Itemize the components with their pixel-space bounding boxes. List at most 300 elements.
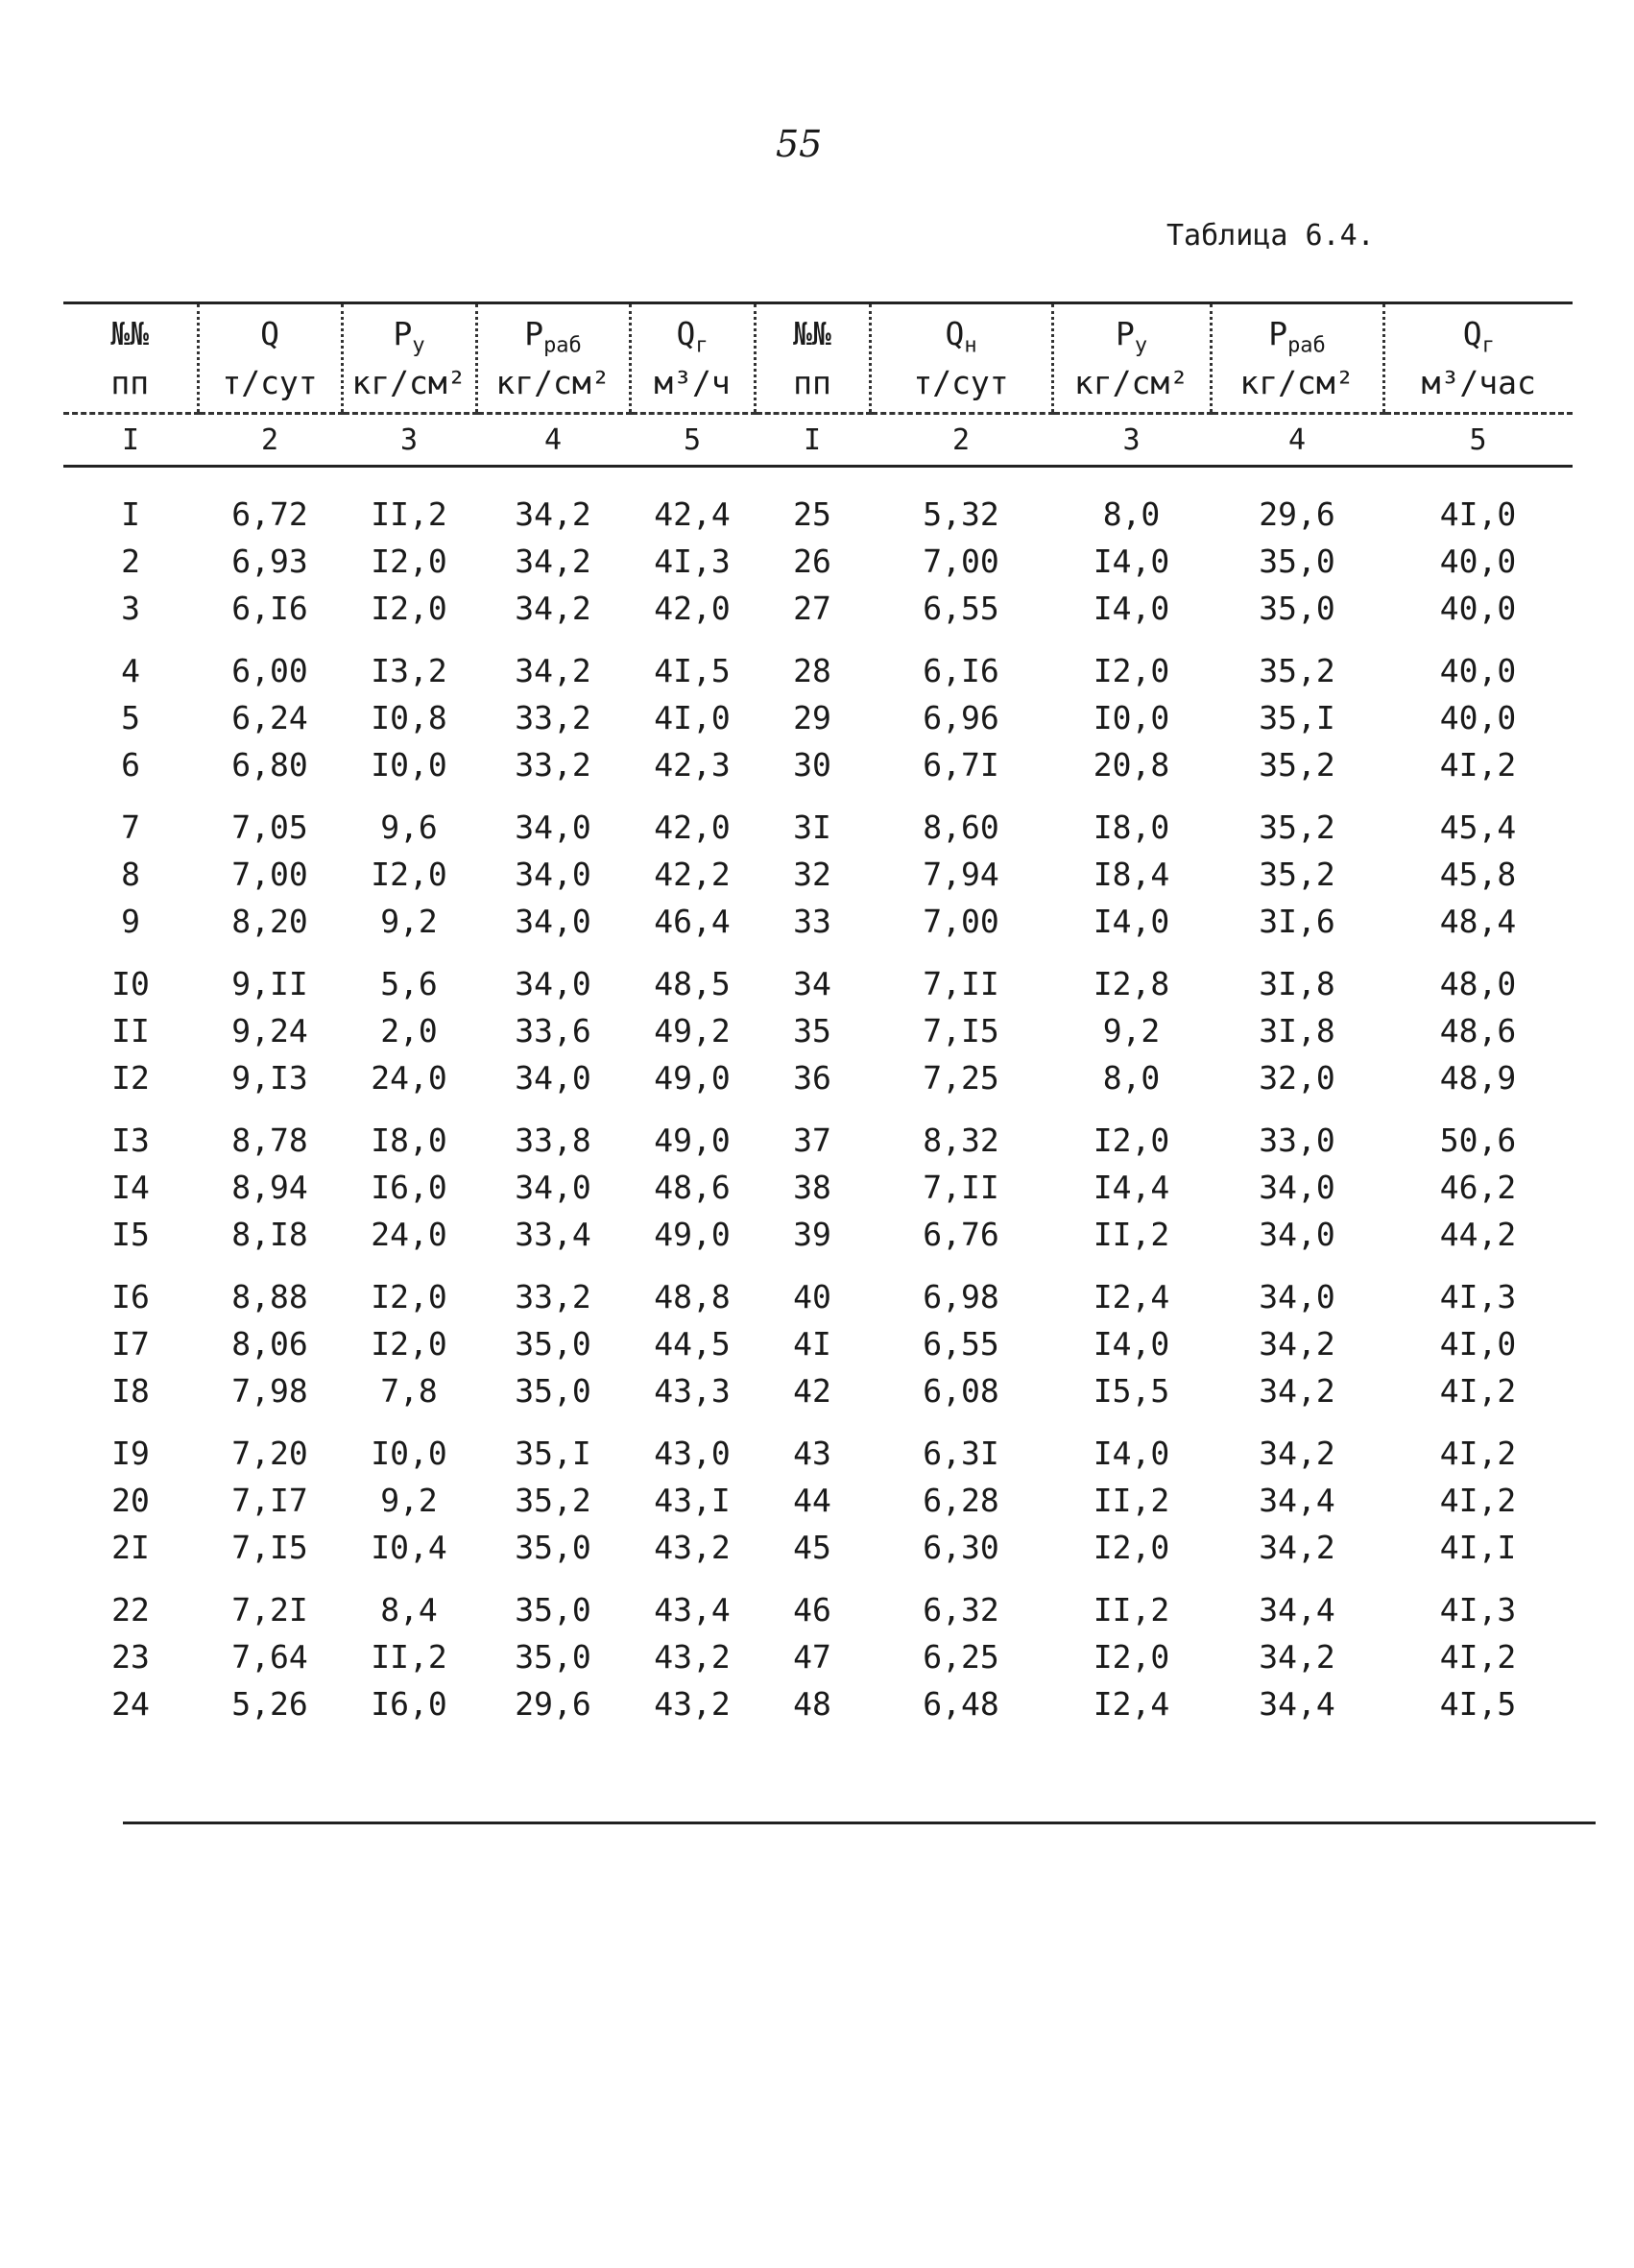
table-cell: I2,0 bbox=[371, 1324, 447, 1363]
table-cell: 35,I bbox=[515, 1434, 591, 1472]
table-cell: 4I,3 bbox=[1439, 1590, 1517, 1629]
column-header bbox=[755, 303, 870, 414]
table-cell: 48,9 bbox=[1439, 1058, 1517, 1097]
table-row bbox=[63, 1054, 1573, 1101]
table-cell: 7,64 bbox=[231, 1637, 308, 1676]
table-cell: 7,2I bbox=[231, 1590, 308, 1629]
table-row bbox=[63, 538, 1573, 585]
table-cell: 2 bbox=[121, 542, 140, 580]
column-number: 2 bbox=[870, 413, 1052, 466]
table-cell: 4I,2 bbox=[1439, 745, 1517, 784]
table-cell: 46,4 bbox=[654, 902, 731, 940]
table-cell: 8,0 bbox=[1102, 495, 1161, 533]
header-symbol: P bbox=[524, 315, 544, 352]
table-cell: 30 bbox=[793, 745, 831, 784]
column-number: 3 bbox=[1052, 413, 1211, 466]
table-cell: 35,0 bbox=[515, 1637, 591, 1676]
table-cell: 47 bbox=[793, 1637, 831, 1676]
table-cell: 34,0 bbox=[1259, 1277, 1335, 1315]
table-cell: 34,4 bbox=[1259, 1684, 1335, 1723]
table-cell: 7,II bbox=[923, 964, 999, 1002]
table-cell: 4I,2 bbox=[1439, 1481, 1517, 1519]
column-header bbox=[198, 303, 342, 414]
table-cell: I6,0 bbox=[371, 1168, 447, 1206]
table-cell: 7,I5 bbox=[923, 1011, 999, 1050]
table-cell: 7,25 bbox=[923, 1058, 999, 1097]
table-cell: 32,0 bbox=[1259, 1058, 1335, 1097]
table-cell: 24,0 bbox=[371, 1058, 447, 1097]
header-unit: т/сут bbox=[222, 364, 318, 402]
table-cell: 3I,8 bbox=[1259, 1011, 1335, 1050]
table-cell: 38 bbox=[793, 1168, 831, 1206]
table-cell: 48,5 bbox=[654, 964, 731, 1002]
header-unit: кг/см² bbox=[1073, 364, 1189, 402]
table-cell: 4I,2 bbox=[1439, 1637, 1517, 1676]
table-cell: 34,2 bbox=[515, 495, 591, 533]
table-cell: 8,78 bbox=[231, 1121, 308, 1159]
table-cell: 34,0 bbox=[515, 1058, 591, 1097]
table-cell: 35,0 bbox=[515, 1371, 591, 1410]
table-cell: 35 bbox=[793, 1011, 831, 1050]
table-cell: I4,4 bbox=[1093, 1168, 1170, 1206]
table-row bbox=[63, 1524, 1573, 1571]
header-unit: пп bbox=[110, 364, 150, 402]
table-row bbox=[63, 585, 1573, 632]
table-cell: 24,0 bbox=[371, 1215, 447, 1253]
table-cell: I2,4 bbox=[1093, 1277, 1170, 1315]
header-symbol: Q bbox=[1462, 315, 1482, 352]
table-cell: 33,0 bbox=[1259, 1121, 1335, 1159]
table-cell: I2,0 bbox=[371, 855, 447, 893]
table-cell: II,2 bbox=[1093, 1215, 1170, 1253]
table-cell: 6,I6 bbox=[923, 651, 999, 689]
page-number: 55 bbox=[776, 123, 823, 165]
table-cell: I4,0 bbox=[1093, 1324, 1170, 1363]
table-row bbox=[63, 1367, 1573, 1414]
table-cell: 9,2 bbox=[1102, 1011, 1161, 1050]
table-cell: 6,7I bbox=[923, 745, 999, 784]
table-cell: I4,0 bbox=[1093, 1434, 1170, 1472]
table-row bbox=[63, 788, 1573, 851]
table-cell: I6 bbox=[111, 1277, 150, 1315]
table-cell: 34,0 bbox=[1259, 1215, 1335, 1253]
table-cell: I0 bbox=[111, 964, 150, 1002]
table-row bbox=[63, 1164, 1573, 1211]
table-cell: 8 bbox=[121, 855, 140, 893]
table-cell: 34,2 bbox=[1259, 1528, 1335, 1566]
table-cell: II,2 bbox=[1093, 1481, 1170, 1519]
table-cell: I4,0 bbox=[1093, 589, 1170, 627]
table-cell: 22 bbox=[111, 1590, 150, 1629]
table-cell: 8,20 bbox=[231, 902, 308, 940]
column-header bbox=[1052, 303, 1211, 414]
table-cell: I8,0 bbox=[371, 1121, 447, 1159]
table-cell: 7,94 bbox=[923, 855, 999, 893]
table-cell: 42,2 bbox=[654, 855, 731, 893]
column-number: I bbox=[755, 413, 870, 466]
table-cell: 8,06 bbox=[231, 1324, 308, 1363]
table-cell: I5,5 bbox=[1093, 1371, 1170, 1410]
table-cell: 34,0 bbox=[515, 855, 591, 893]
table-cell: I bbox=[121, 495, 140, 533]
table-caption: Таблица 6.4. bbox=[1166, 219, 1375, 253]
table-cell: 9,II bbox=[231, 964, 308, 1002]
column-number: 5 bbox=[630, 413, 755, 466]
table-cell: 33,4 bbox=[515, 1215, 591, 1253]
table-cell: 6,98 bbox=[923, 1277, 999, 1315]
table-cell: 49,0 bbox=[654, 1121, 731, 1159]
table-cell: 29,6 bbox=[1259, 495, 1335, 533]
column-number: 4 bbox=[1211, 413, 1383, 466]
table-cell: 4I,5 bbox=[654, 651, 731, 689]
table-cell: 29 bbox=[793, 698, 831, 736]
column-number: 4 bbox=[476, 413, 630, 466]
header-subscript: раб bbox=[1287, 333, 1326, 358]
table-cell: 7,I7 bbox=[231, 1481, 308, 1519]
table-cell: 9,I3 bbox=[231, 1058, 308, 1097]
table-cell: 4I,3 bbox=[1439, 1277, 1517, 1315]
header-symbol: №№ bbox=[793, 315, 831, 352]
header-symbol: Q bbox=[260, 315, 279, 352]
table-cell: 43,0 bbox=[654, 1434, 731, 1472]
column-header bbox=[63, 303, 198, 414]
table-cell: 4I,5 bbox=[1439, 1684, 1517, 1723]
table-cell: 32 bbox=[793, 855, 831, 893]
table-cell: I8 bbox=[111, 1371, 150, 1410]
table-cell: 26 bbox=[793, 542, 831, 580]
column-number: 3 bbox=[342, 413, 476, 466]
table-cell: 2,0 bbox=[380, 1011, 438, 1050]
table-cell: 48,6 bbox=[1439, 1011, 1517, 1050]
table-cell: 24 bbox=[111, 1684, 150, 1723]
table-row bbox=[63, 694, 1573, 741]
table-cell: 36 bbox=[793, 1058, 831, 1097]
table-cell: 48,4 bbox=[1439, 902, 1517, 940]
table-cell: 39 bbox=[793, 1215, 831, 1253]
table-cell: 9,2 bbox=[380, 902, 438, 940]
table-cell: 43,2 bbox=[654, 1528, 731, 1566]
column-header bbox=[342, 303, 476, 414]
table-cell: 3 bbox=[121, 589, 140, 627]
table-cell: I8,4 bbox=[1093, 855, 1170, 893]
table-cell: 45,4 bbox=[1439, 808, 1517, 846]
header-subscript: у bbox=[412, 333, 425, 358]
table-cell: 40,0 bbox=[1439, 651, 1517, 689]
table-cell: 43 bbox=[793, 1434, 831, 1472]
table-cell: 6,I6 bbox=[231, 589, 308, 627]
table-cell: 43,2 bbox=[654, 1684, 731, 1723]
table-cell: 45,8 bbox=[1439, 855, 1517, 893]
table-cell: 34,4 bbox=[1259, 1481, 1335, 1519]
table-cell: 3I bbox=[793, 808, 831, 846]
table-cell: 6,30 bbox=[923, 1528, 999, 1566]
table-cell: I2,0 bbox=[371, 542, 447, 580]
table-cell: 33,2 bbox=[515, 745, 591, 784]
column-number: 5 bbox=[1383, 413, 1573, 466]
table-cell: 34 bbox=[793, 964, 831, 1002]
table-cell: 48,0 bbox=[1439, 964, 1517, 1002]
table-cell: 4I,0 bbox=[1439, 1324, 1517, 1363]
table-cell: 25 bbox=[793, 495, 831, 533]
table-cell: I2,4 bbox=[1093, 1684, 1170, 1723]
header-subscript: г bbox=[1481, 333, 1495, 358]
table-cell: 49,2 bbox=[654, 1011, 731, 1050]
table-cell: 7,II bbox=[923, 1168, 999, 1206]
table-cell: I2,0 bbox=[1093, 651, 1170, 689]
table-cell: 42,3 bbox=[654, 745, 731, 784]
column-number: 2 bbox=[198, 413, 342, 466]
table-cell: 4I,0 bbox=[1439, 495, 1517, 533]
table-cell: 4I bbox=[793, 1324, 831, 1363]
header-symbol: P bbox=[1115, 315, 1135, 352]
table-cell: 6,24 bbox=[231, 698, 308, 736]
table-cell: 6,32 bbox=[923, 1590, 999, 1629]
table-cell: 37 bbox=[793, 1121, 831, 1159]
table-cell: 27 bbox=[793, 589, 831, 627]
table-cell: 20,8 bbox=[1093, 745, 1170, 784]
table-cell: I0,8 bbox=[371, 698, 447, 736]
table-cell: 34,2 bbox=[1259, 1434, 1335, 1472]
table-cell: 43,4 bbox=[654, 1590, 731, 1629]
table-cell: 4 bbox=[121, 651, 140, 689]
table-cell: 34,0 bbox=[515, 902, 591, 940]
table-cell: 34,2 bbox=[515, 542, 591, 580]
table-row bbox=[63, 851, 1573, 898]
table-cell: I2 bbox=[111, 1058, 150, 1097]
table-row bbox=[63, 1477, 1573, 1524]
table-cell: I7 bbox=[111, 1324, 150, 1363]
table-cell: 49,0 bbox=[654, 1058, 731, 1097]
table-cell: 34,0 bbox=[515, 964, 591, 1002]
table-cell: 9,2 bbox=[380, 1481, 438, 1519]
table-cell: 40,0 bbox=[1439, 542, 1517, 580]
table-cell: 35,I bbox=[1259, 698, 1335, 736]
table-cell: I4,0 bbox=[1093, 902, 1170, 940]
column-header bbox=[1383, 303, 1573, 414]
table-row bbox=[63, 632, 1573, 694]
table-cell: 48 bbox=[793, 1684, 831, 1723]
table-cell: 7,00 bbox=[923, 542, 999, 580]
header-unit: кг/см² bbox=[1239, 364, 1355, 402]
table-cell: 34,4 bbox=[1259, 1590, 1335, 1629]
table-cell: 5,26 bbox=[231, 1684, 308, 1723]
table-cell: 35,2 bbox=[1259, 745, 1335, 784]
table-cell: 6,72 bbox=[231, 495, 308, 533]
table-cell: 33 bbox=[793, 902, 831, 940]
table-cell: I2,0 bbox=[1093, 1637, 1170, 1676]
table-row bbox=[63, 466, 1573, 538]
table-cell: 35,0 bbox=[1259, 589, 1335, 627]
bottom-rule bbox=[123, 1822, 1596, 1824]
header-unit: кг/см² bbox=[351, 364, 467, 402]
header-symbol: P bbox=[393, 315, 413, 352]
table-cell: 35,2 bbox=[1259, 855, 1335, 893]
table-cell: 5 bbox=[121, 698, 140, 736]
table-cell: 6,08 bbox=[923, 1371, 999, 1410]
table-cell: 7 bbox=[121, 808, 140, 846]
column-number-row bbox=[63, 413, 1573, 466]
table-cell: 46,2 bbox=[1439, 1168, 1517, 1206]
table-cell: 5,6 bbox=[380, 964, 438, 1002]
header-unit: т/сут bbox=[913, 364, 1009, 402]
table-cell: 42,0 bbox=[654, 808, 731, 846]
table-cell: II,2 bbox=[371, 495, 447, 533]
table-cell: II bbox=[111, 1011, 150, 1050]
table-cell: 34,2 bbox=[515, 589, 591, 627]
table-cell: 34,2 bbox=[1259, 1371, 1335, 1410]
table-cell: I0,0 bbox=[371, 1434, 447, 1472]
table-cell: 7,00 bbox=[923, 902, 999, 940]
table-cell: 6,76 bbox=[923, 1215, 999, 1253]
table-cell: 44,2 bbox=[1439, 1215, 1517, 1253]
table-cell: 6,93 bbox=[231, 542, 308, 580]
table-cell: 42,0 bbox=[654, 589, 731, 627]
table-cell: I0,4 bbox=[371, 1528, 447, 1566]
table-cell: I3 bbox=[111, 1121, 150, 1159]
table-cell: 7,98 bbox=[231, 1371, 308, 1410]
table-row bbox=[63, 1101, 1573, 1164]
table-cell: I2,8 bbox=[1093, 964, 1170, 1002]
table-row bbox=[63, 898, 1573, 945]
table-cell: 9,6 bbox=[380, 808, 438, 846]
table-cell: 45 bbox=[793, 1528, 831, 1566]
header-subscript: н bbox=[964, 333, 977, 358]
table-cell: I8,0 bbox=[1093, 808, 1170, 846]
table-cell: I2,0 bbox=[371, 1277, 447, 1315]
table-cell: 23 bbox=[111, 1637, 150, 1676]
table-cell: I2,0 bbox=[1093, 1528, 1170, 1566]
table-cell: 35,0 bbox=[515, 1324, 591, 1363]
header-unit: пп bbox=[793, 364, 831, 402]
table-cell: 6 bbox=[121, 745, 140, 784]
table-row bbox=[63, 1414, 1573, 1477]
table-cell: 6,80 bbox=[231, 745, 308, 784]
table-cell: 34,2 bbox=[1259, 1324, 1335, 1363]
table-cell: 29,6 bbox=[515, 1684, 591, 1723]
table-row bbox=[63, 945, 1573, 1007]
table-cell: 34,2 bbox=[515, 651, 591, 689]
table-cell: 34,2 bbox=[1259, 1637, 1335, 1676]
table-cell: 6,25 bbox=[923, 1637, 999, 1676]
table-cell: 4I,I bbox=[1439, 1528, 1517, 1566]
table-cell: 20 bbox=[111, 1481, 150, 1519]
table-cell: I5 bbox=[111, 1215, 150, 1253]
table-cell: 3I,8 bbox=[1259, 964, 1335, 1002]
table-body bbox=[63, 466, 1573, 1727]
header-unit: кг/см² bbox=[495, 364, 611, 402]
table-cell: I4 bbox=[111, 1168, 150, 1206]
table-cell: 8,4 bbox=[380, 1590, 438, 1629]
table-cell: 8,0 bbox=[1102, 1058, 1161, 1097]
table-cell: 33,2 bbox=[515, 1277, 591, 1315]
table-cell: I0,0 bbox=[371, 745, 447, 784]
table-cell: 6,55 bbox=[923, 1324, 999, 1363]
table-cell: 8,94 bbox=[231, 1168, 308, 1206]
table-cell: 8,I8 bbox=[231, 1215, 308, 1253]
table-cell: 33,2 bbox=[515, 698, 591, 736]
header-row bbox=[63, 303, 1573, 414]
table-cell: 40 bbox=[793, 1277, 831, 1315]
header-subscript: г bbox=[695, 333, 709, 358]
table-row bbox=[63, 1007, 1573, 1054]
table-cell: 34,0 bbox=[515, 808, 591, 846]
table-cell: 8,88 bbox=[231, 1277, 308, 1315]
header-unit: м³/час bbox=[1421, 364, 1536, 402]
table-row bbox=[63, 1571, 1573, 1633]
table-cell: 43,I bbox=[654, 1481, 731, 1519]
table-cell: 34,0 bbox=[515, 1168, 591, 1206]
table-cell: I0,0 bbox=[1093, 698, 1170, 736]
table-cell: 9 bbox=[121, 902, 140, 940]
table-cell: 5,32 bbox=[923, 495, 999, 533]
table-cell: 44,5 bbox=[654, 1324, 731, 1363]
table-cell: 48,8 bbox=[654, 1277, 731, 1315]
data-table bbox=[63, 302, 1573, 1727]
table-cell: I2,0 bbox=[1093, 1121, 1170, 1159]
column-header bbox=[1211, 303, 1383, 414]
table-cell: 6,3I bbox=[923, 1434, 999, 1472]
table-row bbox=[63, 1680, 1573, 1727]
table-cell: 3I,6 bbox=[1259, 902, 1335, 940]
table-cell: 43,3 bbox=[654, 1371, 731, 1410]
table-cell: 7,8 bbox=[380, 1371, 438, 1410]
table-cell: 35,2 bbox=[1259, 651, 1335, 689]
table-cell: 4I,2 bbox=[1439, 1371, 1517, 1410]
table-cell: 43,2 bbox=[654, 1637, 731, 1676]
column-header bbox=[630, 303, 755, 414]
table-cell: 2I bbox=[111, 1528, 150, 1566]
table-cell: 46 bbox=[793, 1590, 831, 1629]
table-cell: II,2 bbox=[371, 1637, 447, 1676]
table-cell: 44 bbox=[793, 1481, 831, 1519]
table-cell: II,2 bbox=[1093, 1590, 1170, 1629]
table-cell: 9,24 bbox=[231, 1011, 308, 1050]
table-cell: 6,48 bbox=[923, 1684, 999, 1723]
table-cell: 42 bbox=[793, 1371, 831, 1410]
table-cell: 4I,0 bbox=[654, 698, 731, 736]
table-cell: 7,05 bbox=[231, 808, 308, 846]
header-symbol: №№ bbox=[110, 315, 150, 352]
table-row bbox=[63, 1633, 1573, 1680]
table-cell: 48,6 bbox=[654, 1168, 731, 1206]
header-unit: м³/ч bbox=[654, 364, 731, 402]
table-cell: 49,0 bbox=[654, 1215, 731, 1253]
header-subscript: раб bbox=[543, 333, 582, 358]
table-cell: 50,6 bbox=[1439, 1121, 1517, 1159]
table-cell: 7,I5 bbox=[231, 1528, 308, 1566]
table-cell: I2,0 bbox=[371, 589, 447, 627]
table-cell: 4I,3 bbox=[654, 542, 731, 580]
table-cell: 40,0 bbox=[1439, 698, 1517, 736]
table-cell: I4,0 bbox=[1093, 542, 1170, 580]
table-row bbox=[63, 1320, 1573, 1367]
table-cell: 33,6 bbox=[515, 1011, 591, 1050]
table-cell: 42,4 bbox=[654, 495, 731, 533]
header-symbol: Q bbox=[945, 315, 965, 352]
table-cell: 40,0 bbox=[1439, 589, 1517, 627]
header-subscript: у bbox=[1134, 333, 1148, 358]
table-cell: 35,0 bbox=[1259, 542, 1335, 580]
table-cell: 7,00 bbox=[231, 855, 308, 893]
table-cell: 35,0 bbox=[515, 1528, 591, 1566]
table-cell: 4I,2 bbox=[1439, 1434, 1517, 1472]
column-number: I bbox=[63, 413, 198, 466]
table-cell: 35,2 bbox=[1259, 808, 1335, 846]
table-cell: 28 bbox=[793, 651, 831, 689]
table-cell: 6,28 bbox=[923, 1481, 999, 1519]
column-header bbox=[476, 303, 630, 414]
table-cell: 8,60 bbox=[923, 808, 999, 846]
